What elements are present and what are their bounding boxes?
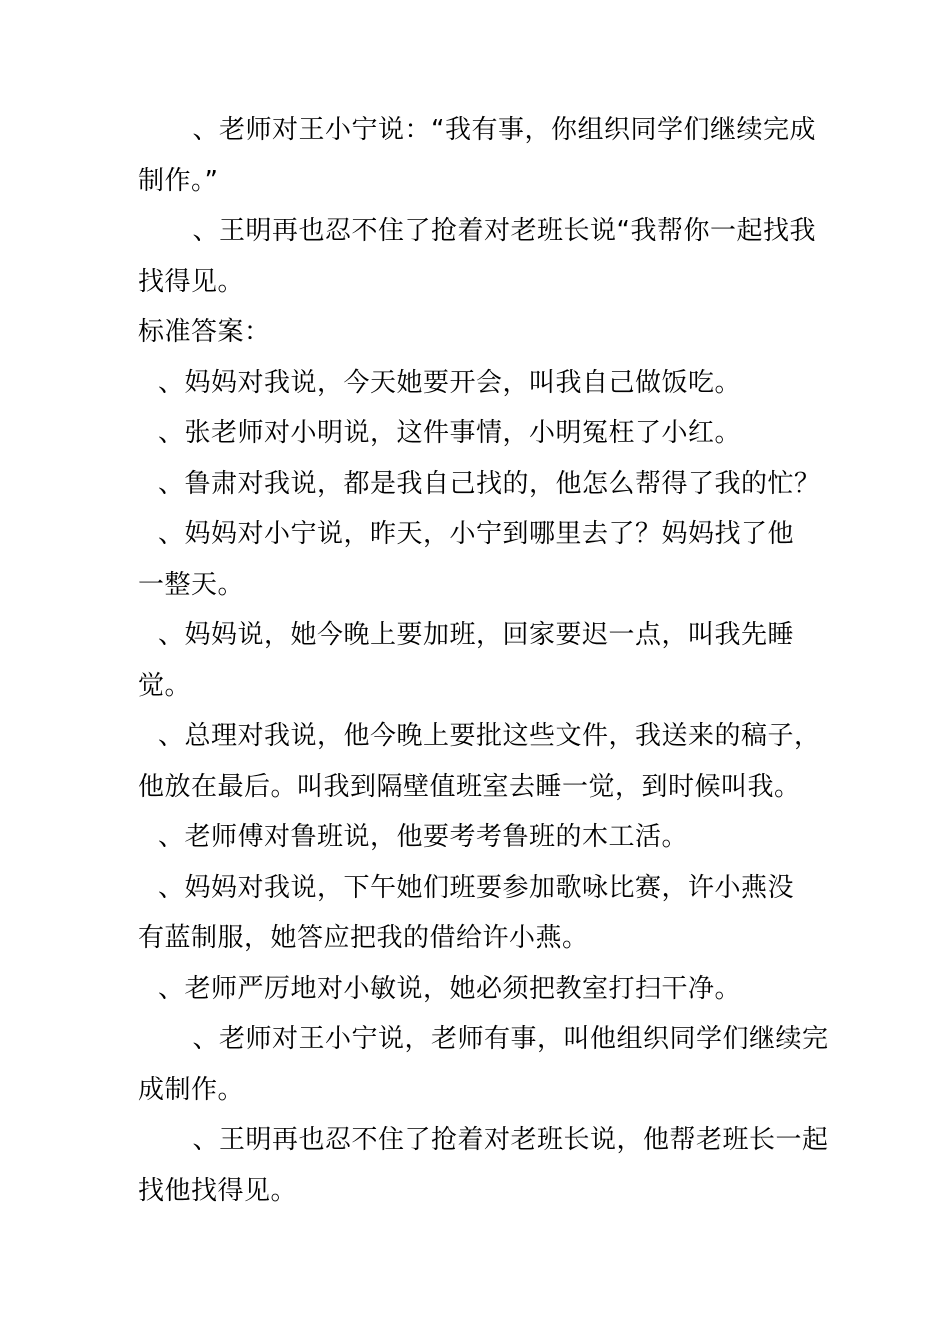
text-line: 找他找得见。 (138, 1176, 298, 1206)
text-line: 、王明再也忍不住了抢着对老班长说“我帮你一起找我 (166, 216, 816, 246)
text-line: 、张老师对小明说，这件事情，小明冤枉了小红。 (158, 418, 742, 448)
text-line: 、王明再也忍不住了抢着对老班长说，他帮老班长一起 (166, 1125, 829, 1155)
text-line: 制作。” (138, 166, 219, 196)
text-line: 有蓝制服，她答应把我的借给许小燕。 (138, 923, 589, 953)
text-line: 、老师对王小宁说：“我有事，你组织同学们继续完成 (166, 115, 816, 145)
text-line: 、妈妈对我说，今天她要开会，叫我自己做饭吃。 (158, 368, 742, 398)
text-line: 、老师严厉地对小敏说，她必须把教室打扫干净。 (158, 974, 742, 1004)
text-line: 、妈妈对小宁说，昨天，小宁到哪里去了？妈妈找了他 (158, 519, 795, 549)
text-line: 、妈妈说，她今晚上要加班，回家要迟一点，叫我先睡 (158, 620, 795, 650)
text-line: 、妈妈对我说，下午她们班要参加歌咏比赛，许小燕没 (158, 873, 795, 903)
text-line: 、老师傅对鲁班说，他要考考鲁班的木工活。 (158, 822, 689, 852)
text-line: 他放在最后。叫我到隔壁值班室去睡一觉，到时候叫我。 (138, 772, 801, 802)
text-line: 、老师对王小宁说，老师有事，叫他组织同学们继续完 (166, 1024, 829, 1054)
text-line: 、鲁肃对我说，都是我自己找的，他怎么帮得了我的忙？ (158, 469, 821, 499)
text-line: 觉。 (138, 671, 192, 701)
text-line: 成制作。 (138, 1075, 245, 1105)
section-heading: 标准答案： (138, 317, 271, 347)
text-line: 找得见。 (138, 267, 245, 297)
text-line: 一整天。 (138, 570, 245, 600)
text-line: 、总理对我说，他今晚上要批这些文件，我送来的稿子， (158, 721, 821, 751)
